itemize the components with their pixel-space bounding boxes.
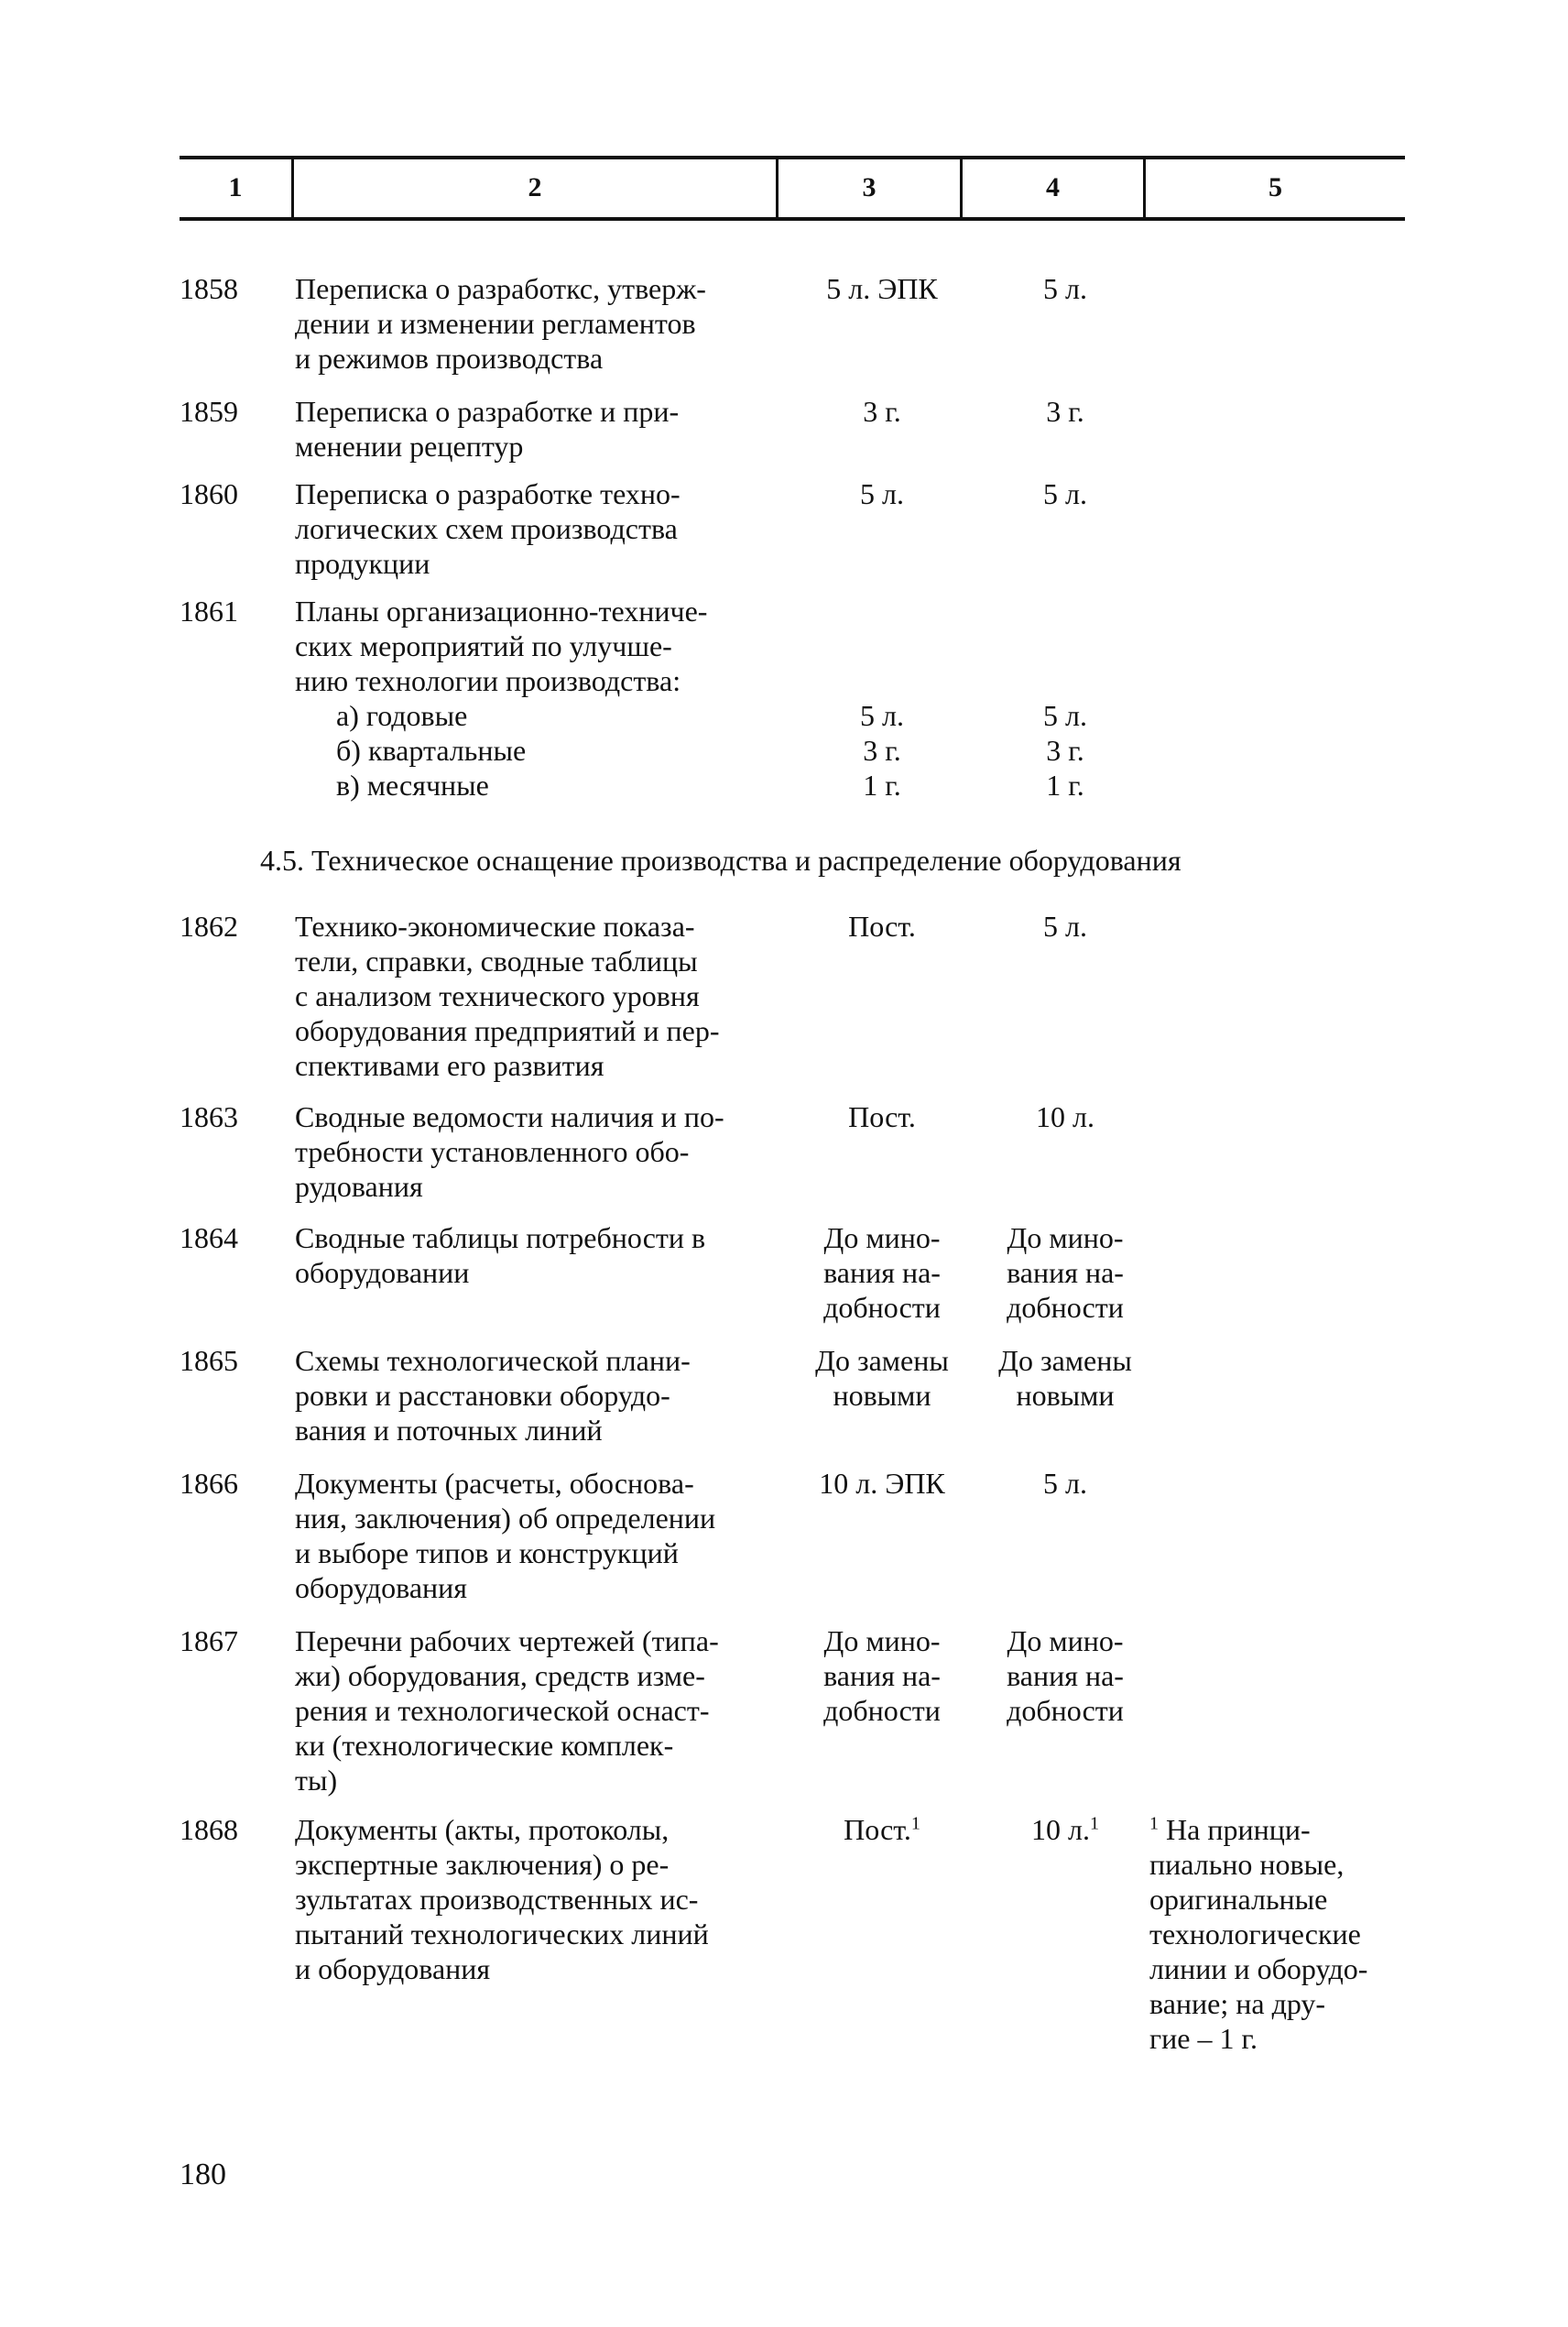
row-retention-4: 5 л. (1043, 1467, 1087, 1500)
row-retention-3: 5 л. (860, 477, 904, 510)
row-description: Схемы технологической плани- ровки и расстановки оборудо- вания и поточных линий (295, 1344, 691, 1447)
header-top-rule (180, 156, 1405, 159)
row-number: 1864 (180, 1221, 238, 1254)
row-retention-4: 10 л. (1036, 1100, 1094, 1133)
row-description: Технико-экономические показа- тели, справки, сводные таблицы с анализом технического уровня оборудования предприятий и пер- спективами его развития (295, 910, 720, 1082)
row-description: Планы организационно-техниче- ских мероприятий по улучше- нию технологии производства: (295, 595, 708, 697)
sub-row-label: в) месячные (336, 769, 489, 802)
sub-row-label: б) квартальные (336, 734, 527, 767)
row-retention-4: 1 г. (1046, 769, 1084, 802)
sub-row-label: а) годовые (336, 699, 468, 732)
row-retention-4: 5 л. (1043, 477, 1087, 510)
section-title: 4.5. Техническое оснащение производства и распределение оборудования (260, 844, 1181, 877)
footnote-mark: 1 (1149, 1813, 1159, 1834)
row-description: Документы (расчеты, обоснова- ния, заключения) об определении и выборе типов и конструкций оборудования (295, 1467, 716, 1604)
row-retention-3: До мино- вания на- добности (823, 1221, 941, 1324)
row-number: 1860 (180, 477, 238, 510)
row-retention-3: До замены новыми (815, 1344, 949, 1412)
row-description: Сводные ведомости наличия и по- требности установленного обо- рудования (295, 1100, 724, 1203)
row-retention-3: 5 л. (860, 699, 904, 732)
row-description: Документы (акты, протоколы, экспертные заключения) о ре- зультатах производственных ис- пытаний технологических линий и оборудования (295, 1813, 709, 1985)
row-number: 1861 (180, 595, 238, 628)
row-note: $^1$ На принци- пиально новые, оригинальные технологические линии и оборудо- вание; на дру- гие – 1 г. (1149, 1813, 1368, 2055)
header-col-4: 4 (1046, 172, 1060, 202)
row-retention-4: 5 л. (1043, 699, 1087, 732)
row-retention-3: 1 г. (863, 769, 901, 802)
row-number: 1858 (180, 272, 238, 305)
row-number: 1859 (180, 395, 238, 428)
header-col-1: 1 (228, 172, 243, 202)
row-retention-4: До мино- вания на- добности (1007, 1221, 1124, 1324)
row-retention-3: Пост. (848, 1100, 916, 1133)
row-retention-4: 5 л. (1043, 272, 1087, 305)
row-retention-3: 10 л. ЭПК (819, 1467, 945, 1500)
row-retention-3: 3 г. (863, 734, 901, 767)
page-number: 180 (180, 2158, 226, 2191)
row-number: 1863 (180, 1100, 238, 1133)
row-description: Переписка о разработке техно- логических схем производства продукции (295, 477, 681, 580)
row-retention-4: 3 г. (1046, 395, 1084, 428)
row-number: 1866 (180, 1467, 238, 1500)
row-retention-3: Пост.$^1$ (844, 1813, 920, 1846)
header-col-3: 3 (862, 172, 877, 202)
header-col-2: 2 (528, 172, 542, 202)
row-retention-4: 3 г. (1046, 734, 1084, 767)
row-number: 1867 (180, 1624, 238, 1657)
row-number: 1868 (180, 1813, 238, 1846)
header-bottom-rule (180, 217, 1405, 221)
row-retention-3: Пост. (848, 910, 916, 943)
header-col-5: 5 (1269, 172, 1282, 202)
row-description: Переписка о разработкс, утверж- дении и изменении регламентов и режимов производства (295, 272, 706, 375)
row-retention-3: 3 г. (863, 395, 901, 428)
row-description: Перечни рабочих чертежей (типа- жи) оборудования, средств изме- рения и технологической оснаст- ки (технологические комплек- ты) (295, 1624, 719, 1797)
row-retention-3: До мино- вания на- добности (823, 1624, 941, 1727)
row-number: 1865 (180, 1344, 238, 1377)
row-description: Сводные таблицы потребности в оборудовании (295, 1221, 706, 1289)
row-retention-4: 10 л.$^1$ (1031, 1813, 1099, 1846)
footnote-ref: 1 (1089, 1813, 1099, 1834)
footnote-ref: 1 (910, 1813, 920, 1834)
row-number: 1862 (180, 910, 238, 943)
row-retention-4: 5 л. (1043, 910, 1087, 943)
row-description: Переписка о разработке и при- менении рецептур (295, 395, 680, 463)
row-retention-3: 5 л. ЭПК (826, 272, 938, 305)
row-retention-4: До замены новыми (998, 1344, 1132, 1412)
row-retention-4: До мино- вания на- добности (1007, 1624, 1124, 1727)
